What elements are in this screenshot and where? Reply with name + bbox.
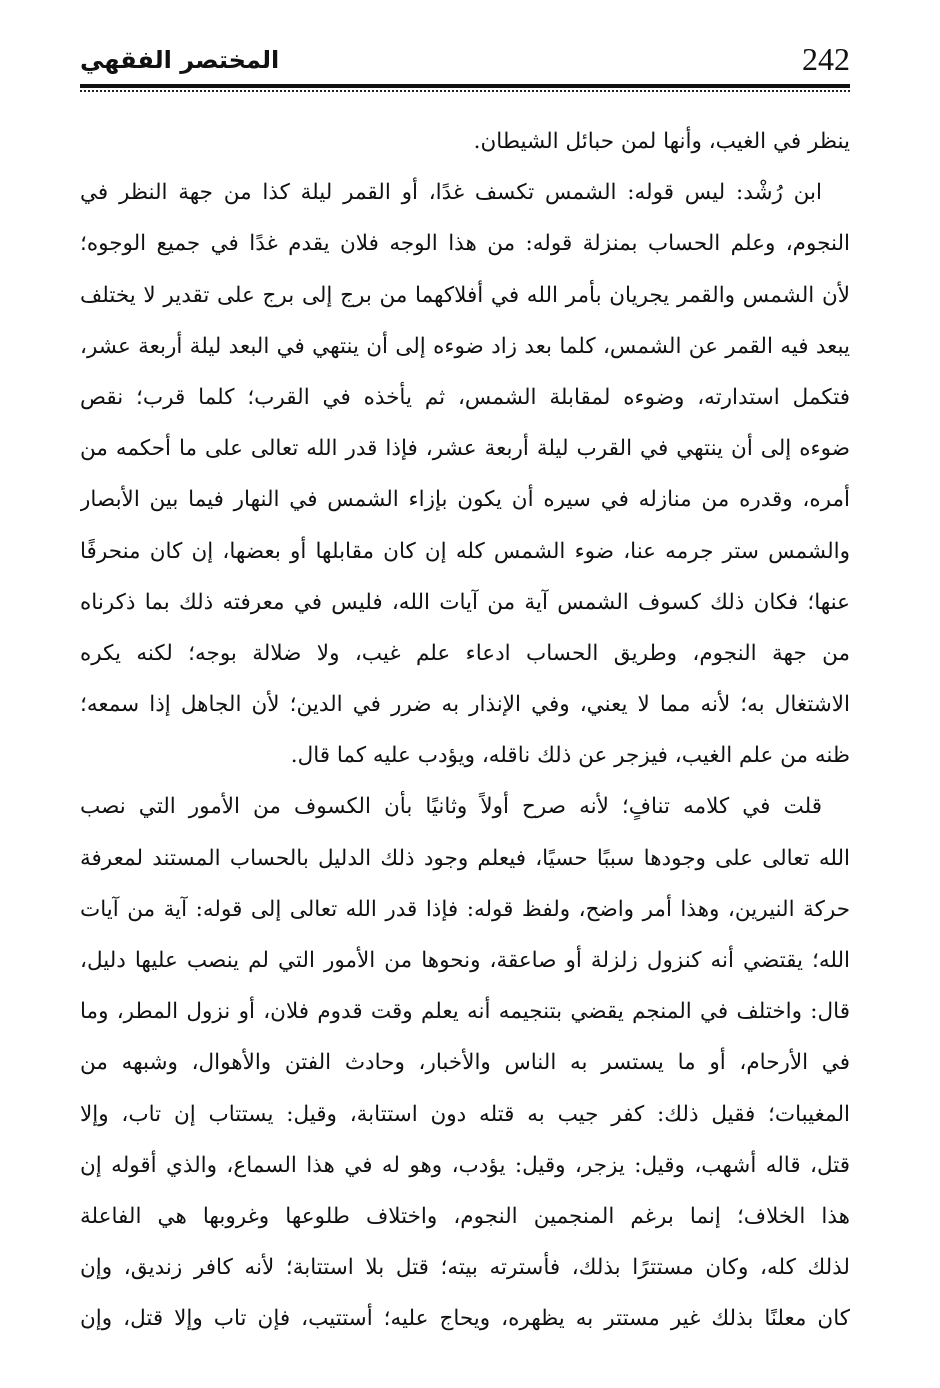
page-number: 242 xyxy=(802,41,850,77)
text-line: ابن رُشْد: ليس قوله: الشمس تكسف غدًا، أو القمر ليلة كذا من جهة النظر في xyxy=(80,180,822,206)
text-line: والشمس ستر جرمه عنا، ضوء الشمس كله إن كان مقابلها أو بعضها، إن كان منحرفًا xyxy=(80,538,850,564)
body-text xyxy=(80,116,850,1345)
text-line: يبعد فيه القمر عن الشمس، كلما بعد زاد ضوءه إلى أن ينتهي في البعد ليلة أربعة عشر، xyxy=(80,333,850,359)
header-rule xyxy=(80,84,850,88)
text-line: الله؛ يقتضي أنه كنزول زلزلة أو صاعقة، ونحوها من الأمور التي لم ينصب عليها دليل، xyxy=(80,948,850,973)
text-line: النجوم، وعلم الحساب بمنزلة قوله: من هذا الوجه فلان يقدم غدًا في جميع الوجوه؛ xyxy=(80,231,850,257)
text-line: من جهة النجوم، وطريق الحساب ادعاء علم غيب، ولا ضلالة بوجه؛ لكنه يكره xyxy=(80,640,850,666)
text-line: قتل، قاله أشهب، وقيل: يزجر، وقيل: يؤدب، وهو له في هذا السماع، والذي أقوله إن xyxy=(80,1152,850,1178)
text-line: لأن الشمس والقمر يجريان بأمر الله في أفلاكهما من برج إلى برج على تقدير لا يختلف xyxy=(80,282,850,308)
text-line: المغيبات؛ فقيل ذلك: كفر جيب به قتله دون استتابة، وقيل: يستتاب إن تاب، وإلا xyxy=(80,1101,850,1127)
text-line: الاشتغال به؛ لأنه مما لا يعني، وفي الإنذار به ضرر في الدين؛ لأن الجاهل إذا سمعه؛ xyxy=(80,692,850,718)
text-line: كان معلنًا بذلك غير مستتر به يظهره، ويحاج عليه؛ أستتيب، فإن تاب وإلا قتل، وإن xyxy=(80,1306,850,1332)
text-line: أمره، وقدره من منازله في سيره أن يكون بإزاء الشمس في النهار فيما بين الأبصار xyxy=(80,487,850,513)
text-line: ينظر في الغيب، وأنها لمن حبائل الشيطان. xyxy=(473,129,850,154)
text-line: قلت في كلامه تنافٍ؛ لأنه صرح أولاً وثانيًا بأن الكسوف من الأمور التي نصب xyxy=(80,794,822,820)
text-line: هذا الخلاف؛ إنما برغم المنجمين النجوم، واختلاف طلوعها وغروبها هي الفاعلة xyxy=(80,1203,850,1229)
text-line: في الأرحام، أو ما يستسر به الناس والأخبار، وحادث الفتن والأهوال، وشبهه من xyxy=(80,1050,850,1076)
page-header xyxy=(80,38,850,80)
text-line: عنها؛ فكان ذلك كسوف الشمس آية من آيات الله، فليس في معرفته ذلك بما ذكرناه xyxy=(80,589,850,615)
text-line: لذلك كله، وكان مستترًا بذلك، فأسترته بيته؛ قتل بلا استتابة؛ لأنه كافر زنديق، وإن xyxy=(80,1255,850,1281)
text-line: الله تعالى على وجودها سببًا حسيًا، فيعلم وجود ذلك الدليل بالحساب المستند لمعرفة xyxy=(80,845,850,871)
text-line: ضوءه إلى أن ينتهي في القرب ليلة أربعة عشر، فإذا قدر الله تعالى على ما أحكمه من xyxy=(80,436,850,462)
running-title: المختصر الفقهي xyxy=(80,46,280,74)
text-line: حركة النيرين، وهذا أمر واضح، ولفظ قوله: فإذا قدر الله تعالى إلى قوله: آية من آيات xyxy=(80,896,850,922)
text-line: قال: واختلف في المنجم يقضي بتنجيمه أنه يعلم وقت قدوم فلان، أو نزول المطر، وما xyxy=(80,999,850,1025)
text-line: فتكمل استدارته، وضوءه لمقابلة الشمس، ثم يأخذه في القرب؛ كلما قرب؛ نقص xyxy=(80,384,850,410)
text-line: ظنه من علم الغيب، فيزجر عن ذلك ناقله، ويؤدب عليه كما قال. xyxy=(290,743,850,769)
header-dotted-rule xyxy=(80,90,850,92)
